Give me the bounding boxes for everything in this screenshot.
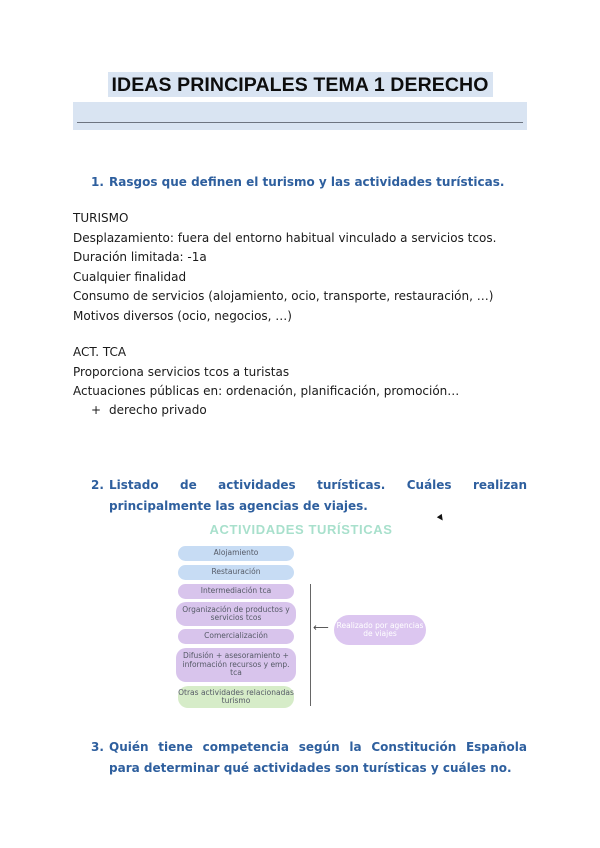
title-rule (77, 122, 523, 123)
section-1-heading (91, 172, 527, 193)
bullet-mark: + (91, 403, 102, 417)
diagram-item-otras: Otras actividades relacionadas turismo (178, 686, 294, 708)
diagram-item-restauracion: Restauración (178, 565, 294, 580)
bullet-item (91, 401, 207, 421)
bullet-text: derecho privado (109, 403, 207, 417)
act-tca-line: Actuaciones públicas en: ordenación, planificación, promoción… (73, 384, 460, 398)
turismo-line: Desplazamiento: fuera del entorno habitual vinculado a servicios tcos. (73, 230, 497, 245)
diagram-item-difusion: Difusión + asesoramiento + información recursos y emp. tca (176, 648, 296, 682)
diagram-side-label: Realizado por agencias de viajes (334, 615, 426, 645)
diagram-item-organizacion: Organización de productos y servicios tcos (176, 602, 296, 626)
act-tca-block (73, 343, 459, 402)
act-tca-line: Proporciona servicios tcos a turistas (73, 364, 290, 379)
activities-diagram (170, 514, 440, 714)
section-3-number: 3. (91, 740, 104, 754)
section-2-heading (91, 475, 527, 517)
left-arrow-icon: ⟵ (313, 621, 329, 634)
section-2-number: 2. (91, 478, 104, 492)
turismo-line: Motivos diversos (ocio, negocios, …) (73, 308, 292, 323)
title-wrap (73, 72, 527, 97)
section-1-text: Rasgos que definen el turismo y las actividades turísticas. (109, 175, 505, 189)
diagram-item-alojamiento: Alojamiento (178, 546, 294, 561)
diagram-bracket-line (310, 584, 311, 706)
diagram-item-comercializacion: Comercialización (178, 629, 294, 644)
act-tca-label: ACT. TCA (73, 345, 127, 359)
section-3-text: Quién tiene competencia según la Constitución Española para determinar qué actividades son turísticas y cuáles no. (109, 740, 527, 775)
turismo-block (73, 209, 496, 326)
section-2-text: Listado de actividades turísticas. Cuáles realizan principalmente las agencias de viajes. (109, 478, 527, 513)
title-band (73, 102, 527, 130)
diagram-item-intermediacion: Intermediación tca (178, 584, 294, 599)
page-title: IDEAS PRINCIPALES TEMA 1 DERECHO (108, 72, 493, 97)
turismo-line: Duración limitada: -1a (73, 250, 207, 264)
turismo-line: Cualquier finalidad (73, 269, 187, 284)
section-3-heading (91, 737, 527, 779)
section-1-number: 1. (91, 175, 104, 189)
diagram-title: ACTIVIDADES TURÍSTICAS (209, 522, 393, 537)
turismo-label: TURISMO (73, 211, 129, 225)
turismo-line: Consumo de servicios (alojamiento, ocio, transporte, restauración, …) (73, 289, 494, 303)
